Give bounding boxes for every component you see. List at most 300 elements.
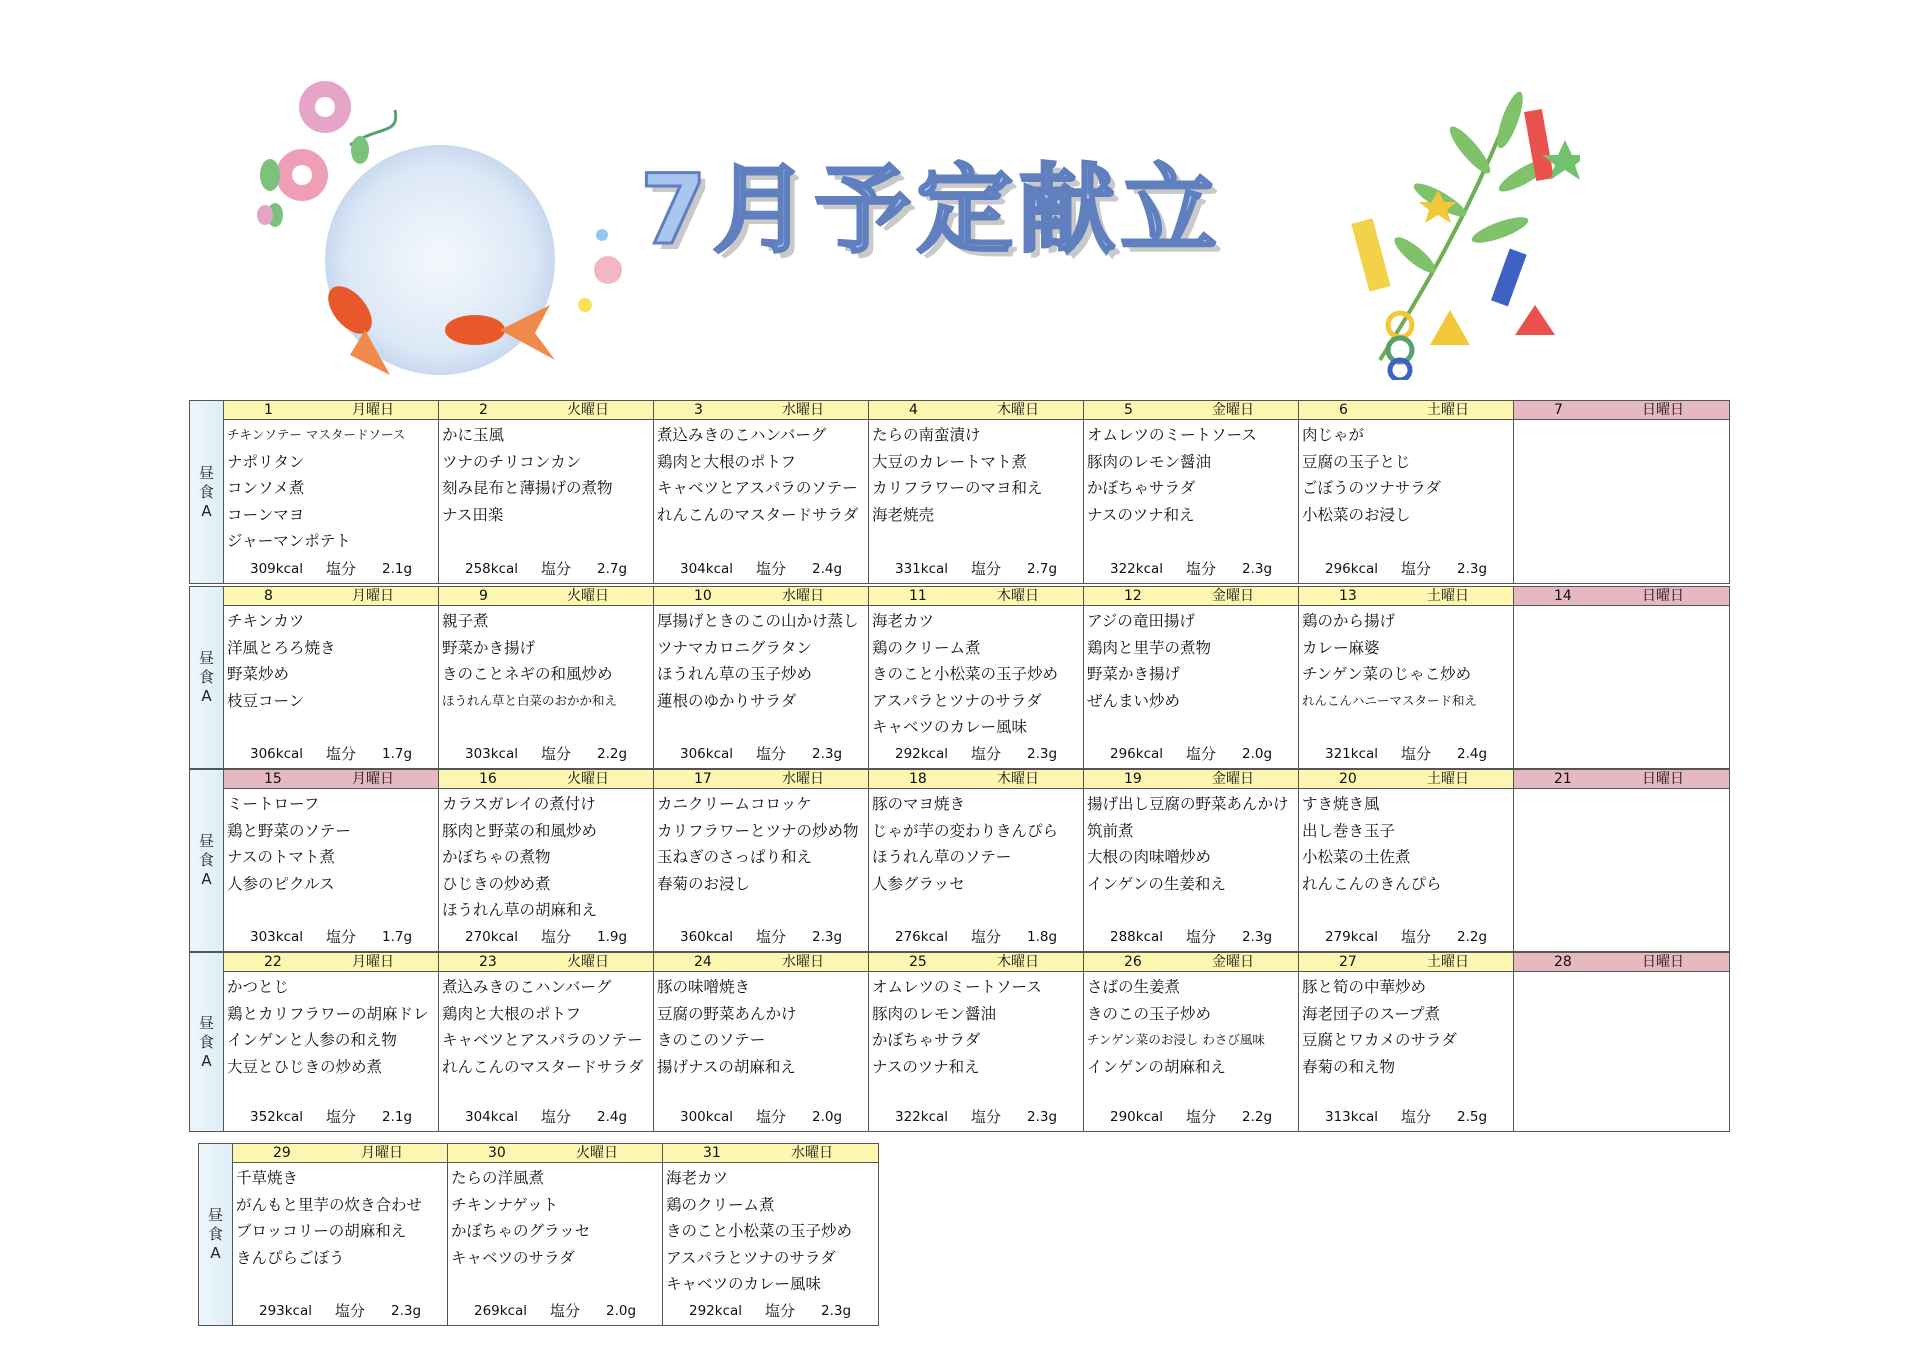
nutrition-footer <box>224 559 438 579</box>
salt-label: 塩分 <box>541 1108 572 1126</box>
menu-item: きのことネギの和風炒め <box>442 665 613 683</box>
weekday-name: 土曜日 <box>1427 771 1469 787</box>
menu-item: ナポリタン <box>227 452 305 471</box>
calories-value: 331kcal <box>895 561 949 577</box>
menu-item: ごぼうのツナサラダ <box>1302 479 1442 497</box>
day-header <box>1084 401 1298 420</box>
day-header <box>869 587 1083 606</box>
calories-value: 304kcal <box>680 561 734 577</box>
menu-item: 小松菜の土佐煮 <box>1302 848 1411 866</box>
page-title: 7月予定献立 <box>640 154 1223 266</box>
weekday-name: 土曜日 <box>1427 588 1469 604</box>
day-cell-26 <box>1084 953 1299 1131</box>
menu-item: 豆腐の玉子とじ <box>1302 452 1411 471</box>
meal-row-label-char: 昼 <box>198 463 214 482</box>
salt-value: 2.0g <box>812 1109 843 1125</box>
menu-item: 親子煮 <box>442 612 489 630</box>
salt-label: 塩分 <box>1186 1108 1217 1126</box>
menu-item: 鶏と野菜のソテー <box>227 821 351 840</box>
day-cell-22 <box>224 953 439 1131</box>
menu-item: チキンナゲット <box>451 1195 559 1214</box>
menu-item: れんこんのマスタードサラダ <box>442 1057 644 1076</box>
salt-label: 塩分 <box>1401 560 1432 578</box>
nutrition-footer <box>869 559 1083 579</box>
menu-item: ジャーマンポテト <box>227 532 351 550</box>
menu-item: ほうれん草の胡麻和え <box>442 901 598 919</box>
menu-item: 海老団子のスープ煮 <box>1302 1004 1440 1023</box>
day-cell-30 <box>448 1144 663 1325</box>
menu-item: たらの南蛮漬け <box>872 426 981 444</box>
meal-row-label-char: 食 <box>198 482 214 501</box>
menu-item: かぼちゃサラダ <box>1087 479 1196 497</box>
menu-item: 枝豆コーン <box>227 691 305 710</box>
day-header <box>448 1144 662 1163</box>
calories-value: 269kcal <box>474 1303 528 1319</box>
weekday-name: 水曜日 <box>782 771 824 787</box>
weekday-name: 土曜日 <box>1427 402 1469 418</box>
menu-item: かに玉風 <box>442 426 505 444</box>
calories-value: 322kcal <box>895 1109 949 1125</box>
nutrition-footer <box>1299 744 1513 764</box>
day-cell-19 <box>1084 770 1299 951</box>
menu-item: オムレツのミートソース <box>872 978 1042 996</box>
nutrition-footer <box>233 1301 447 1321</box>
day-number: 14 <box>1554 588 1572 604</box>
menu-item: 人参のピクルス <box>227 874 335 893</box>
day-header <box>1299 770 1513 789</box>
calories-value: 306kcal <box>680 746 734 762</box>
nutrition-footer <box>224 1107 438 1127</box>
day-cell-15 <box>224 770 439 951</box>
menu-item: 洋風とろろ焼き <box>227 638 336 657</box>
menu-item: チキンソテー マスタードソース <box>227 427 406 442</box>
weekday-name: 月曜日 <box>352 402 394 418</box>
menu-item: ほうれん草と白菜のおかか和え <box>442 692 618 708</box>
salt-label: 塩分 <box>1401 1108 1432 1126</box>
meal-row-label-char: 食 <box>198 1032 214 1051</box>
menu-item: カリフラワーとツナの炒め物 <box>657 821 859 840</box>
menu-item: 肉じゃが <box>1302 426 1365 444</box>
menu-item: きのこのソテー <box>657 1031 766 1049</box>
nutrition-footer <box>869 744 1083 764</box>
day-number: 18 <box>909 771 927 787</box>
menu-item: ツナのチリコンカン <box>442 452 582 471</box>
day-header <box>1514 953 1729 972</box>
salt-value: 2.5g <box>1457 1109 1488 1125</box>
weekday-name: 日曜日 <box>1642 402 1684 418</box>
day-number: 26 <box>1124 954 1142 970</box>
day-header <box>233 1144 447 1163</box>
meal-row-label-char: 昼 <box>198 1013 214 1032</box>
menu-item: 大豆のカレートマト煮 <box>872 452 1028 471</box>
meal-row-label <box>190 953 224 1131</box>
day-header <box>654 770 868 789</box>
menu-item: キャベツのサラダ <box>451 1248 575 1267</box>
menu-item: 鶏肉と大根のポトフ <box>442 1004 582 1023</box>
menu-item: 大根の肉味噌炒め <box>1087 848 1212 866</box>
day-cell-9 <box>439 587 654 768</box>
salt-label: 塩分 <box>765 1302 796 1320</box>
salt-label: 塩分 <box>1186 928 1217 946</box>
day-number: 28 <box>1554 954 1572 970</box>
weekday-name: 日曜日 <box>1642 771 1684 787</box>
salt-value: 2.3g <box>391 1303 422 1319</box>
salt-value: 1.7g <box>382 746 413 762</box>
day-number: 22 <box>264 954 282 970</box>
day-number: 12 <box>1124 588 1142 604</box>
menu-item: 鶏肉と里芋の煮物 <box>1087 638 1212 657</box>
salt-label: 塩分 <box>756 928 787 946</box>
menu-item: ナスのツナ和え <box>1087 505 1195 524</box>
menu-item: ツナマカロニグラタン <box>657 638 812 657</box>
meal-row-label-char: 昼 <box>198 832 214 850</box>
day-cell-10 <box>654 587 869 768</box>
day-number: 15 <box>264 771 282 787</box>
day-number: 1 <box>264 402 273 418</box>
salt-value: 2.7g <box>1027 561 1058 577</box>
menu-item: 刻み昆布と薄揚げの煮物 <box>442 479 613 497</box>
menu-item: 揚げ出し豆腐の野菜あんかけ <box>1087 795 1289 813</box>
weekday-name: 月曜日 <box>361 1145 403 1161</box>
menu-item: 出し巻き玉子 <box>1302 821 1396 840</box>
salt-label: 塩分 <box>326 1108 357 1126</box>
day-number: 2 <box>479 402 488 418</box>
weekday-name: 火曜日 <box>567 402 609 418</box>
week-row-1 <box>189 400 1730 584</box>
menu-item: 野菜炒め <box>227 665 290 683</box>
weekday-name: 金曜日 <box>1212 588 1254 604</box>
day-number: 13 <box>1339 588 1357 604</box>
nutrition-footer <box>439 559 653 579</box>
menu-item: カラスガレイの煮付け <box>442 795 596 813</box>
menu-item: 野菜かき揚げ <box>442 638 536 657</box>
day-header <box>224 401 438 420</box>
day-number: 19 <box>1124 771 1142 787</box>
meal-row-label-char: 食 <box>207 1225 223 1243</box>
nutrition-footer <box>869 1107 1083 1127</box>
nutrition-footer <box>1084 559 1298 579</box>
meal-row-label-char: A <box>201 687 212 705</box>
menu-item: きのこと小松菜の玉子炒め <box>666 1222 853 1240</box>
day-header <box>439 587 653 606</box>
menu-item: カニクリームコロッケ <box>657 795 812 813</box>
menu-item: 海老焼売 <box>872 505 935 524</box>
menu-item: 人参グラッセ <box>872 874 965 893</box>
day-cell-4 <box>869 401 1084 583</box>
menu-item: がんもと里芋の炊き合わせ <box>236 1195 423 1214</box>
week-row-4 <box>189 952 1730 1132</box>
day-cell-31 <box>663 1144 878 1325</box>
menu-item: 鶏とカリフラワーの胡麻ドレ <box>227 1004 429 1023</box>
calories-value: 279kcal <box>1325 929 1379 945</box>
nutrition-footer <box>448 1301 662 1321</box>
salt-label: 塩分 <box>541 928 572 946</box>
day-header <box>439 953 653 972</box>
calories-value: 352kcal <box>250 1109 304 1125</box>
menu-item: ひじきの炒め煮 <box>442 874 551 893</box>
day-header <box>1514 770 1729 789</box>
weekday-name: 火曜日 <box>576 1145 618 1161</box>
salt-value: 2.3g <box>821 1303 852 1319</box>
nutrition-footer <box>663 1301 878 1321</box>
salt-label: 塩分 <box>335 1302 366 1320</box>
nutrition-footer <box>654 744 868 764</box>
menu-item: きんぴらごぼう <box>236 1248 345 1267</box>
day-cell-23 <box>439 953 654 1131</box>
day-number: 6 <box>1339 402 1348 418</box>
week-row-3 <box>189 769 1730 952</box>
nutrition-footer <box>1299 559 1513 579</box>
calories-value: 296kcal <box>1110 746 1164 762</box>
weekday-name: 月曜日 <box>352 954 394 970</box>
nutrition-footer <box>1299 927 1513 947</box>
day-header <box>869 953 1083 972</box>
salt-value: 2.0g <box>1242 746 1273 762</box>
day-cell-17 <box>654 770 869 951</box>
nutrition-footer <box>1084 1107 1298 1127</box>
menu-item: アスパラとツナのサラダ <box>666 1248 836 1267</box>
salt-value: 1.8g <box>1027 929 1058 945</box>
day-number: 21 <box>1554 771 1572 787</box>
nutrition-footer <box>439 1107 653 1127</box>
day-header <box>1299 401 1513 420</box>
day-number: 27 <box>1339 954 1357 970</box>
menu-item: ナスのツナ和え <box>872 1057 980 1076</box>
weekday-name: 金曜日 <box>1212 954 1254 970</box>
day-header <box>654 587 868 606</box>
menu-item: 豚肉と野菜の和風炒め <box>442 821 598 840</box>
day-cell-21 <box>1514 770 1729 951</box>
menu-item: ほうれん草のソテー <box>872 848 1012 866</box>
day-header <box>1299 587 1513 606</box>
day-number: 10 <box>694 588 712 604</box>
calories-value: 296kcal <box>1325 561 1379 577</box>
calories-value: 309kcal <box>250 561 304 577</box>
salt-value: 2.2g <box>1242 1109 1273 1125</box>
salt-value: 2.1g <box>382 1109 413 1125</box>
salt-value: 2.2g <box>597 746 628 762</box>
menu-item: カレー麻婆 <box>1302 638 1380 657</box>
weekday-name: 土曜日 <box>1427 954 1469 970</box>
calories-value: 303kcal <box>465 746 519 762</box>
day-number: 31 <box>703 1145 721 1161</box>
meal-row-label <box>190 401 224 583</box>
day-cell-5 <box>1084 401 1299 583</box>
weekday-name: 水曜日 <box>782 954 824 970</box>
day-cell-25 <box>869 953 1084 1131</box>
nutrition-footer <box>224 927 438 947</box>
calories-value: 258kcal <box>465 561 519 577</box>
salt-value: 2.4g <box>812 561 843 577</box>
menu-item: 筑前煮 <box>1087 821 1134 840</box>
menu-item: インゲンの胡麻和え <box>1087 1057 1226 1076</box>
menu-item: キャベツとアスパラのソテー <box>442 1031 643 1049</box>
day-number: 23 <box>479 954 497 970</box>
menu-item: ミートローフ <box>227 795 320 813</box>
menu-item: コンソメ煮 <box>227 479 305 497</box>
menu-item: 春菊のお浸し <box>657 874 751 893</box>
day-header <box>224 770 438 789</box>
day-cell-2 <box>439 401 654 583</box>
salt-label: 塩分 <box>550 1302 581 1320</box>
menu-item: れんこんハニーマスタード和え <box>1302 692 1478 708</box>
salt-value: 1.7g <box>382 929 413 945</box>
salt-value: 2.2g <box>1457 929 1488 945</box>
calories-value: 293kcal <box>259 1303 313 1319</box>
day-cell-24 <box>654 953 869 1131</box>
menu-item: すき焼き風 <box>1302 795 1380 813</box>
salt-label: 塩分 <box>541 560 572 578</box>
day-header <box>1514 401 1729 420</box>
menu-item: アスパラとツナのサラダ <box>872 691 1042 710</box>
menu-item: じゃが芋の変わりきんぴら <box>872 821 1059 840</box>
weekday-name: 金曜日 <box>1212 402 1254 418</box>
menu-item: きのこの玉子炒め <box>1087 1004 1212 1023</box>
weekday-name: 水曜日 <box>782 402 824 418</box>
day-cell-29 <box>233 1144 448 1325</box>
day-cell-3 <box>654 401 869 583</box>
meal-row-label-char: A <box>201 870 212 888</box>
menu-item: 鶏肉と大根のポトフ <box>657 452 797 471</box>
salt-label: 塩分 <box>326 560 357 578</box>
nutrition-footer <box>224 744 438 764</box>
menu-item: ナス田楽 <box>442 505 504 524</box>
menu-item: オムレツのミートソース <box>1087 426 1257 444</box>
day-number: 5 <box>1124 402 1133 418</box>
menu-item: 豚肉のレモン醤油 <box>872 1004 997 1023</box>
nutrition-footer <box>654 927 868 947</box>
salt-label: 塩分 <box>1186 745 1217 763</box>
calories-value: 276kcal <box>895 929 949 945</box>
menu-item: 豆腐の野菜あんかけ <box>657 1004 797 1023</box>
salt-value: 2.7g <box>597 561 628 577</box>
calories-value: 270kcal <box>465 929 519 945</box>
calories-value: 292kcal <box>689 1303 743 1319</box>
menu-item: 野菜かき揚げ <box>1087 665 1181 683</box>
menu-item: キャベツとアスパラのソテー <box>657 479 858 497</box>
day-cell-8 <box>224 587 439 768</box>
salt-value: 2.3g <box>1242 929 1273 945</box>
salt-label: 塩分 <box>971 745 1002 763</box>
day-header <box>1084 770 1298 789</box>
menu-item: れんこんのきんぴら <box>1302 874 1442 893</box>
salt-label: 塩分 <box>541 745 572 763</box>
day-number: 11 <box>909 588 927 604</box>
nutrition-footer <box>1084 744 1298 764</box>
day-header <box>663 1144 878 1163</box>
weekday-name: 木曜日 <box>997 588 1039 604</box>
menu-item: れんこんのマスタードサラダ <box>657 505 859 524</box>
menu-item: 玉ねぎのさっぱり和え <box>657 848 813 866</box>
menu-item: 蓮根のゆかりサラダ <box>657 691 797 710</box>
day-cell-6 <box>1299 401 1514 583</box>
day-cell-12 <box>1084 587 1299 768</box>
day-number: 20 <box>1339 771 1357 787</box>
menu-item: 小松菜のお浸し <box>1302 505 1411 524</box>
salt-label: 塩分 <box>756 745 787 763</box>
nutrition-footer <box>869 927 1083 947</box>
menu-item: コーンマヨ <box>227 505 305 524</box>
meal-row-label-char: A <box>201 501 212 520</box>
menu-item: チキンカツ <box>227 612 305 630</box>
menu-item: インゲンの生姜和え <box>1087 874 1226 893</box>
salt-value: 1.9g <box>597 929 628 945</box>
weekday-name: 金曜日 <box>1212 771 1254 787</box>
menu-item: 春菊の和え物 <box>1302 1057 1396 1076</box>
menu-item: 厚揚げときのこの山かけ蒸し <box>657 612 859 630</box>
day-cell-16 <box>439 770 654 951</box>
menu-item: ぜんまい炒め <box>1087 691 1181 710</box>
day-cell-11 <box>869 587 1084 768</box>
meal-row-label-char: A <box>201 1051 212 1070</box>
salt-value: 2.0g <box>606 1303 637 1319</box>
menu-item: 鶏のクリーム煮 <box>666 1195 775 1214</box>
calories-value: 321kcal <box>1325 746 1379 762</box>
salt-label: 塩分 <box>1401 745 1432 763</box>
weekday-name: 月曜日 <box>352 588 394 604</box>
day-header <box>654 401 868 420</box>
day-header <box>1084 953 1298 972</box>
day-number: 9 <box>479 588 488 604</box>
meal-row-label <box>190 770 224 951</box>
day-number: 3 <box>694 402 703 418</box>
day-header <box>869 770 1083 789</box>
menu-item: 海老カツ <box>872 612 935 630</box>
day-cell-28 <box>1514 953 1729 1131</box>
weekday-name: 火曜日 <box>567 588 609 604</box>
salt-label: 塩分 <box>756 1108 787 1126</box>
day-header <box>224 587 438 606</box>
salt-value: 2.3g <box>1457 561 1488 577</box>
meal-row-label-char: A <box>210 1244 221 1262</box>
weekday-name: 水曜日 <box>782 588 824 604</box>
calories-value: 292kcal <box>895 746 949 762</box>
menu-item: 煮込みきのこハンバーグ <box>442 978 612 996</box>
menu-item: 豚のマヨ焼き <box>872 795 966 813</box>
calories-value: 300kcal <box>680 1109 734 1125</box>
day-header <box>439 770 653 789</box>
day-cell-1 <box>224 401 439 583</box>
salt-label: 塩分 <box>756 560 787 578</box>
menu-item: 豚の味噌焼き <box>657 978 751 996</box>
salt-value: 2.3g <box>812 746 843 762</box>
salt-label: 塩分 <box>971 560 1002 578</box>
day-number: 4 <box>909 402 918 418</box>
calories-value: 303kcal <box>250 929 304 945</box>
weekday-name: 木曜日 <box>997 771 1039 787</box>
day-cell-20 <box>1299 770 1514 951</box>
weekday-name: 月曜日 <box>352 771 394 787</box>
day-header <box>1084 587 1298 606</box>
salt-value: 2.3g <box>812 929 843 945</box>
menu-item: かつとじ <box>227 978 290 996</box>
day-number: 7 <box>1554 402 1563 418</box>
day-number: 17 <box>694 771 712 787</box>
day-header <box>654 953 868 972</box>
menu-item: 鶏のから揚げ <box>1302 612 1396 630</box>
day-cell-14 <box>1514 587 1729 768</box>
menu-item: ほうれん草の玉子炒め <box>657 665 813 683</box>
menu-item: カリフラワーのマヨ和え <box>872 479 1043 497</box>
nutrition-footer <box>1299 1107 1513 1127</box>
day-number: 8 <box>264 588 273 604</box>
nutrition-footer <box>1084 927 1298 947</box>
menu-item: 揚げナスの胡麻和え <box>657 1057 796 1076</box>
day-number: 24 <box>694 954 712 970</box>
salt-value: 2.3g <box>1242 561 1273 577</box>
day-cell-18 <box>869 770 1084 951</box>
calories-value: 288kcal <box>1110 929 1164 945</box>
